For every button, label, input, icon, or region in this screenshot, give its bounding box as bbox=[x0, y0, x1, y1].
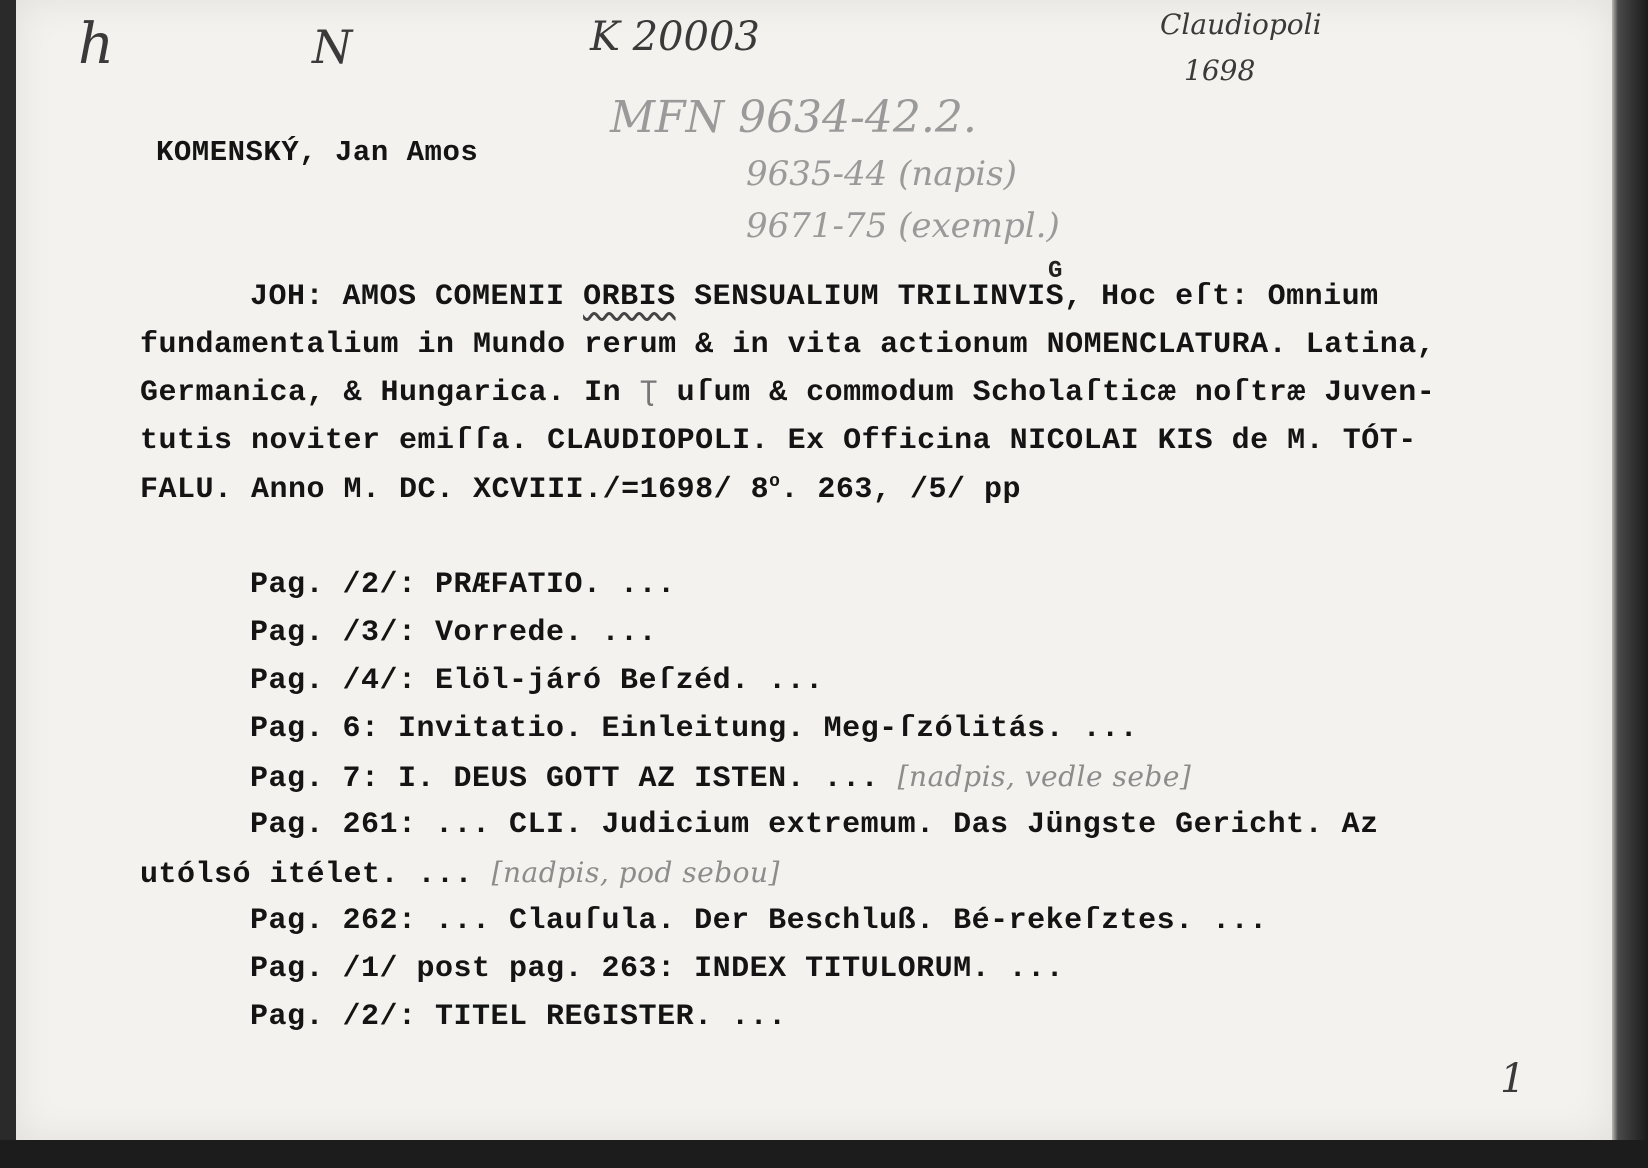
handwritten-mark-h: h bbox=[78, 12, 115, 77]
contents-line-8: Pag. 262: ... Clauſula. Der Beschluß. Bé-rekeſztes. ... bbox=[250, 904, 1268, 938]
description-line-2: fundamentalium in Mundo rerum & in vita actionum NOMENCLATURA. Latina, bbox=[140, 328, 1436, 362]
annotation-itelet: [nadpis, pod sebou] bbox=[491, 856, 780, 889]
description-line-5: FALU. Anno M. DC. XCVIII./=1698/ 8$^o$. 263, /5/ pp bbox=[140, 472, 1021, 507]
pencil-mfn-line2: 9635-44 (napis) bbox=[746, 154, 1017, 194]
contents-line-2: Pag. /3/: Vorrede. ... bbox=[250, 616, 658, 650]
author-heading: KOMENSKÝ, Jan Amos bbox=[156, 136, 479, 169]
annotation-pag7: [nadpis, vedle sebe] bbox=[897, 760, 1192, 793]
stamp-mark-icon: Ʈ bbox=[639, 376, 659, 410]
contents-line-9: Pag. /1/ post pag. 263: INDEX TITULORUM. ... bbox=[250, 952, 1065, 986]
description-line-1: JOH: AMOS COMENII ORBIS SENSUALIUM TRILINVIS, Hoc eſt: Omnium bbox=[250, 280, 1379, 314]
pencil-mfn-line1: MFN 9634-42.2. bbox=[610, 92, 977, 143]
contents-line-1: Pag. /2/: PRÆFATIO. ... bbox=[250, 568, 676, 602]
handwritten-mark-n: N bbox=[312, 20, 353, 74]
contents-line-4: Pag. 6: Invitatio. Einleitung. Meg-ſzólitás. ... bbox=[250, 712, 1139, 746]
contents-line-7: utólsó itélet. ... [nadpis, pod sebou] bbox=[140, 856, 780, 892]
orbis-word: ORBIS bbox=[583, 280, 676, 314]
degree-superscript: o bbox=[769, 472, 781, 492]
handwritten-page-number: 1 bbox=[1500, 1056, 1526, 1102]
description-line-3: Germanica, & Hungarica. In Ʈ uſum & commodum Scholaſticæ noſtræ Juven- bbox=[140, 376, 1436, 410]
correction-g: G bbox=[1048, 258, 1063, 285]
description-line-4: tutis noviter emiſſa. CLAUDIOPOLI. Ex Officina NICOLAI KIS de M. TÓT- bbox=[140, 424, 1417, 458]
contents-line-3: Pag. /4/: Elöl-járó Beſzéd. ... bbox=[250, 664, 824, 698]
pencil-mfn-line3: 9671-75 (exempl.) bbox=[746, 206, 1060, 246]
card-edge-right bbox=[1612, 0, 1648, 1168]
contents-line-6: Pag. 261: ... CLI. Judicium extremum. Das Jüngste Gericht. Az bbox=[250, 808, 1379, 842]
contents-line-10: Pag. /2/: TITEL REGISTER. ... bbox=[250, 1000, 787, 1034]
handwritten-place: Claudiopoli bbox=[1160, 8, 1322, 41]
handwritten-year: 1698 bbox=[1184, 54, 1256, 87]
handwritten-shelfmark: K 20003 bbox=[590, 14, 760, 60]
contents-line-5: Pag. 7: I. DEUS GOTT AZ ISTEN. ... [nadpis, vedle sebe] bbox=[250, 760, 1192, 796]
card-edge-bottom bbox=[0, 1140, 1648, 1168]
